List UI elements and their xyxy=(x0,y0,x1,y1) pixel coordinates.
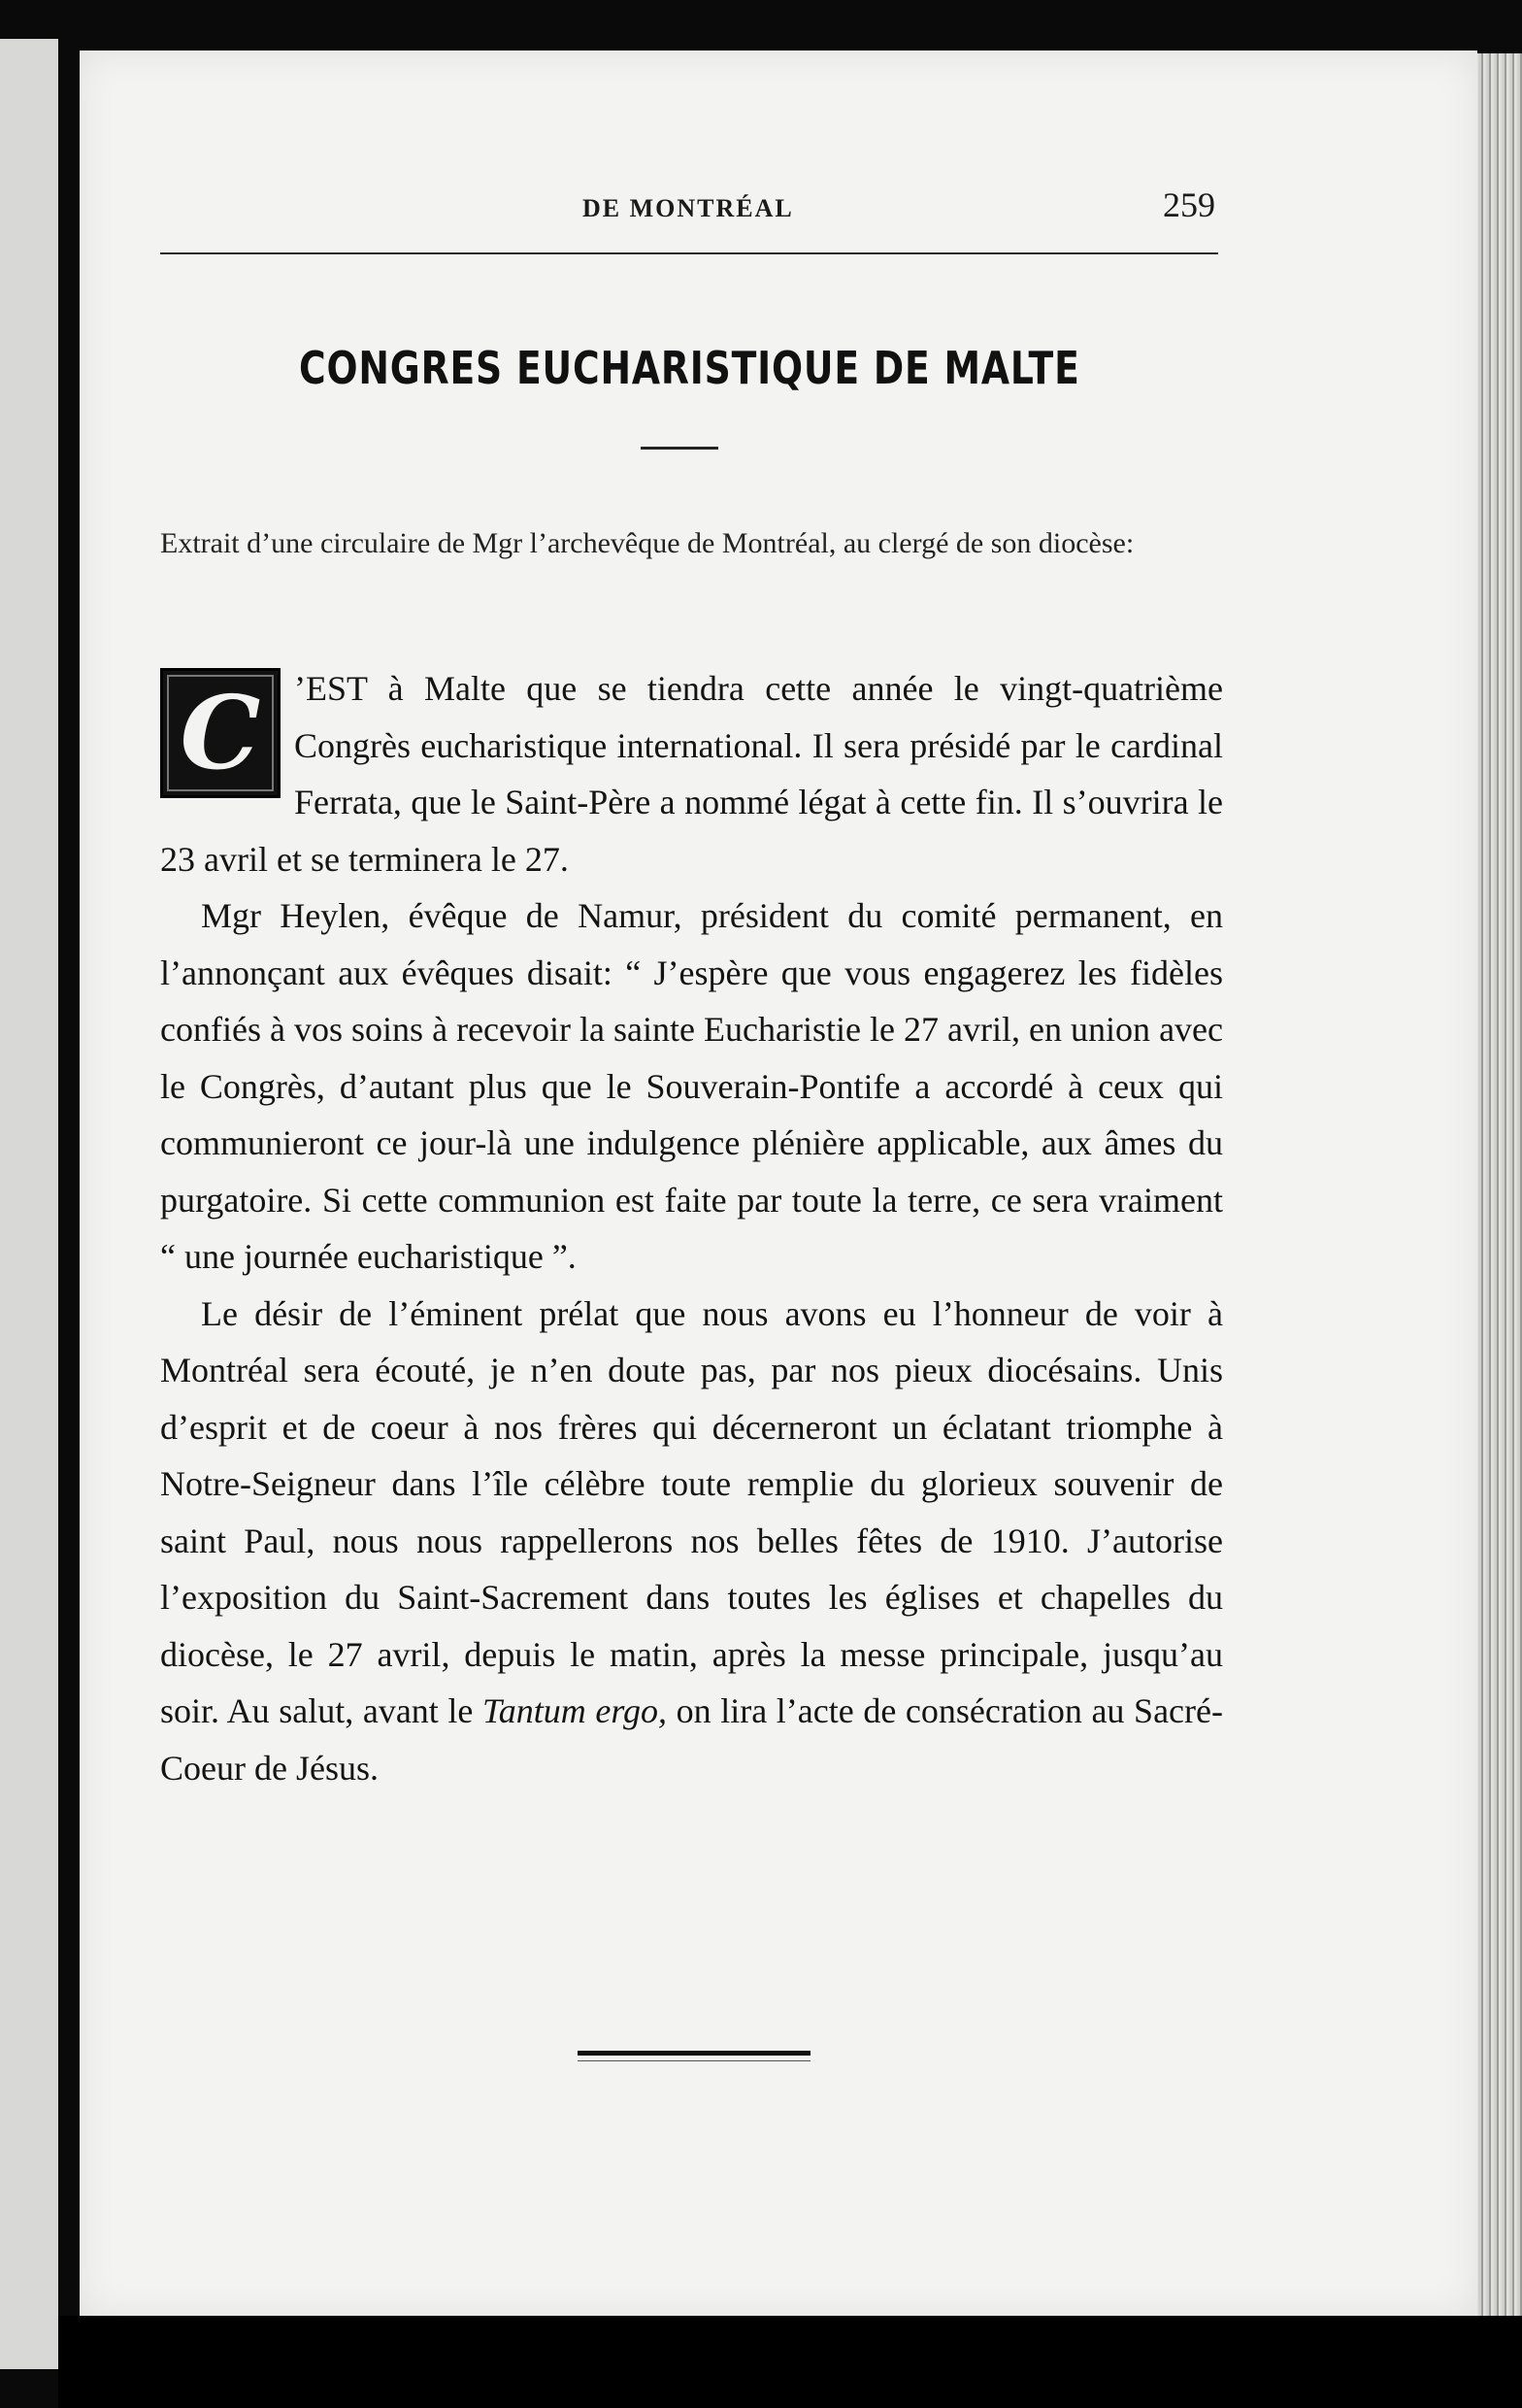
intro-text: Extrait d’une circulaire de Mgr l’archevêque de Montréal, au clergé de son diocèse: xyxy=(160,527,1135,559)
paragraph-2: Mgr Heylen, évêque de Namur, président du comité permanent, en l’annonçant aux évêques disait: “ J’espère que vous engagerez les fidèles confiés à vos soins à recevoir la sainte Eucharistie le 27 avril, en union avec le Congrès, d’autant plus que le Souverain-Pontife a accordé à ceux qui communieront ce jour-là une indulgence plénière applicable, aux âmes du purgatoire. Si cette communion est faite par toute la terre, ce sera vraiment “ une journée eucharistique ”. xyxy=(160,896,1223,1276)
paragraph-3 xyxy=(160,1286,1223,1797)
end-rule-thin xyxy=(578,2060,811,2061)
paragraph-3-text-a: Le désir de l’éminent prélat que nous avons eu l’honneur de voir à Montréal sera écouté, je n’en doute pas, par nos pieux diocésains. Unis d’esprit et de coeur à nos frères qui décerneront un éclatant triomphe à Notre-Seigneur dans l’île célèbre toute remplie du glorieux souvenir de saint Paul, nous nous rappellerons nos belles fêtes de 1910. J’autorise l’exposition du Saint-Sacrement dans toutes les églises et chapelles du diocèse, le 27 avril, depuis le matin, après la messe principale, jusqu’au soir. Au salut, avant le xyxy=(160,1293,1223,1730)
page-edges xyxy=(1471,53,1522,2316)
paragraph-3-text-b: on lira l’acte de consécration au Sacré-Coeur de Jésus. xyxy=(160,1691,1223,1788)
article-title: CONGRES EUCHARISTIQUE DE MALTE xyxy=(299,342,1080,394)
paragraph-1 xyxy=(160,660,1223,887)
page-bottom-shadow xyxy=(58,2316,1522,2408)
paragraph-1-text: ’EST à Malte que se tiendra cette année le vingt-quatrième Congrès eucharistique international. Il sera présidé par le cardinal Ferrata, que le Saint-Père a nommé légat à cette fin. Il s’ouvrira le 23 avril et se terminera le 27. xyxy=(160,669,1223,879)
header-rule xyxy=(160,252,1218,254)
dropcap-initial: C xyxy=(160,668,281,798)
running-head: DE MONTRÉAL xyxy=(582,194,794,222)
end-rule xyxy=(578,2051,811,2056)
title-rule xyxy=(641,447,718,450)
article-body xyxy=(160,660,1223,1796)
book-gutter xyxy=(0,39,58,2369)
page-number: 259 xyxy=(1163,185,1215,224)
paragraph-3-italic: Tantum ergo, xyxy=(482,1691,667,1730)
